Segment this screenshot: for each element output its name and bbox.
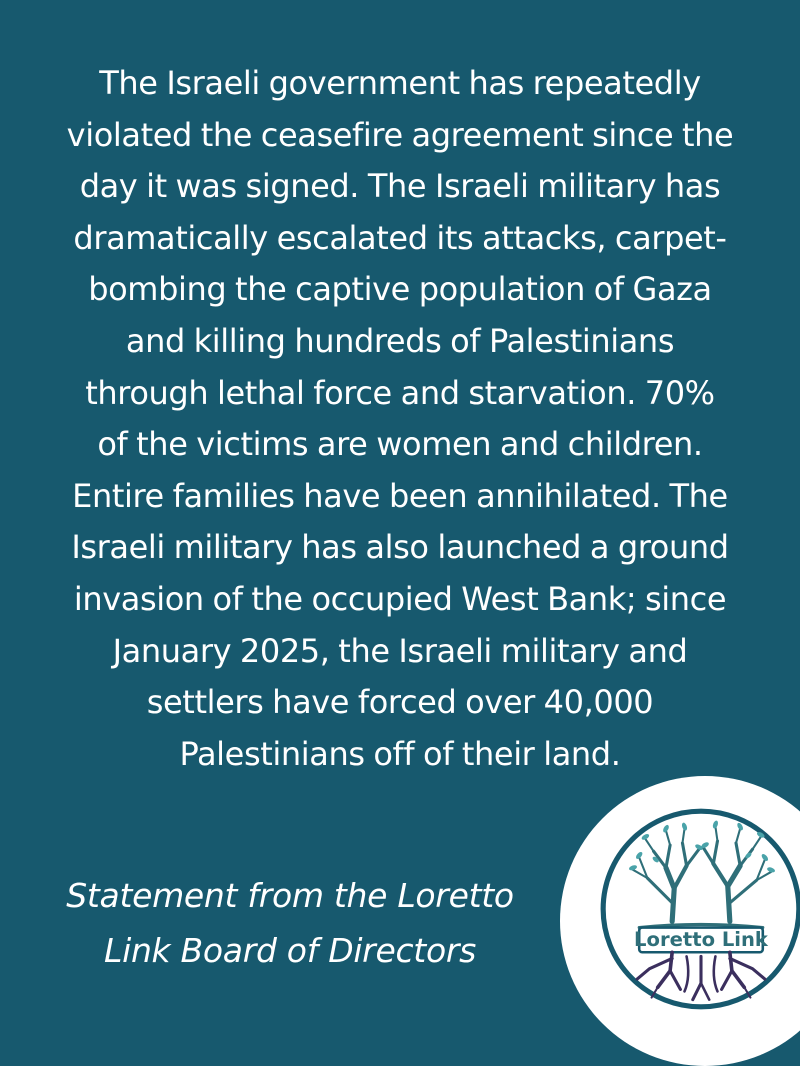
attribution-line-1: Statement from the Loretto <box>66 876 514 915</box>
roots-icon <box>637 952 765 999</box>
statement-line: day it was signed. The Israeli military has <box>79 167 721 206</box>
statement-line: invasion of the occupied West Bank; since <box>73 579 727 618</box>
loretto-link-logo <box>598 806 800 1012</box>
statement-line: Palestinians off of their land. <box>179 734 621 773</box>
statement-line: of the victims are women and children. <box>97 425 703 464</box>
statement-line: Entire families have been annihilated. The <box>72 476 728 515</box>
statement-line: Israeli military has also launched a ground <box>71 528 729 567</box>
statement-line: through lethal force and starvation. 70% <box>85 373 715 412</box>
tree-icon <box>633 827 771 928</box>
logo-text: Loretto Link <box>634 928 768 952</box>
statement-line: January 2025, the Israeli military and <box>112 631 688 670</box>
statement-line: bombing the captive population of Gaza <box>88 270 712 309</box>
statement-line: and killing hundreds of Palestinians <box>125 321 675 360</box>
statement-text <box>20 58 780 780</box>
attribution <box>20 868 560 978</box>
statement-line: The Israeli government has repeatedly <box>99 64 701 102</box>
statement-line: dramatically escalated its attacks, carpet- <box>73 218 727 257</box>
statement-line: settlers have forced over 40,000 <box>146 683 654 722</box>
attribution-line-2: Link Board of Directors <box>103 931 476 970</box>
statement-line: violated the ceasefire agreement since the <box>66 115 734 154</box>
